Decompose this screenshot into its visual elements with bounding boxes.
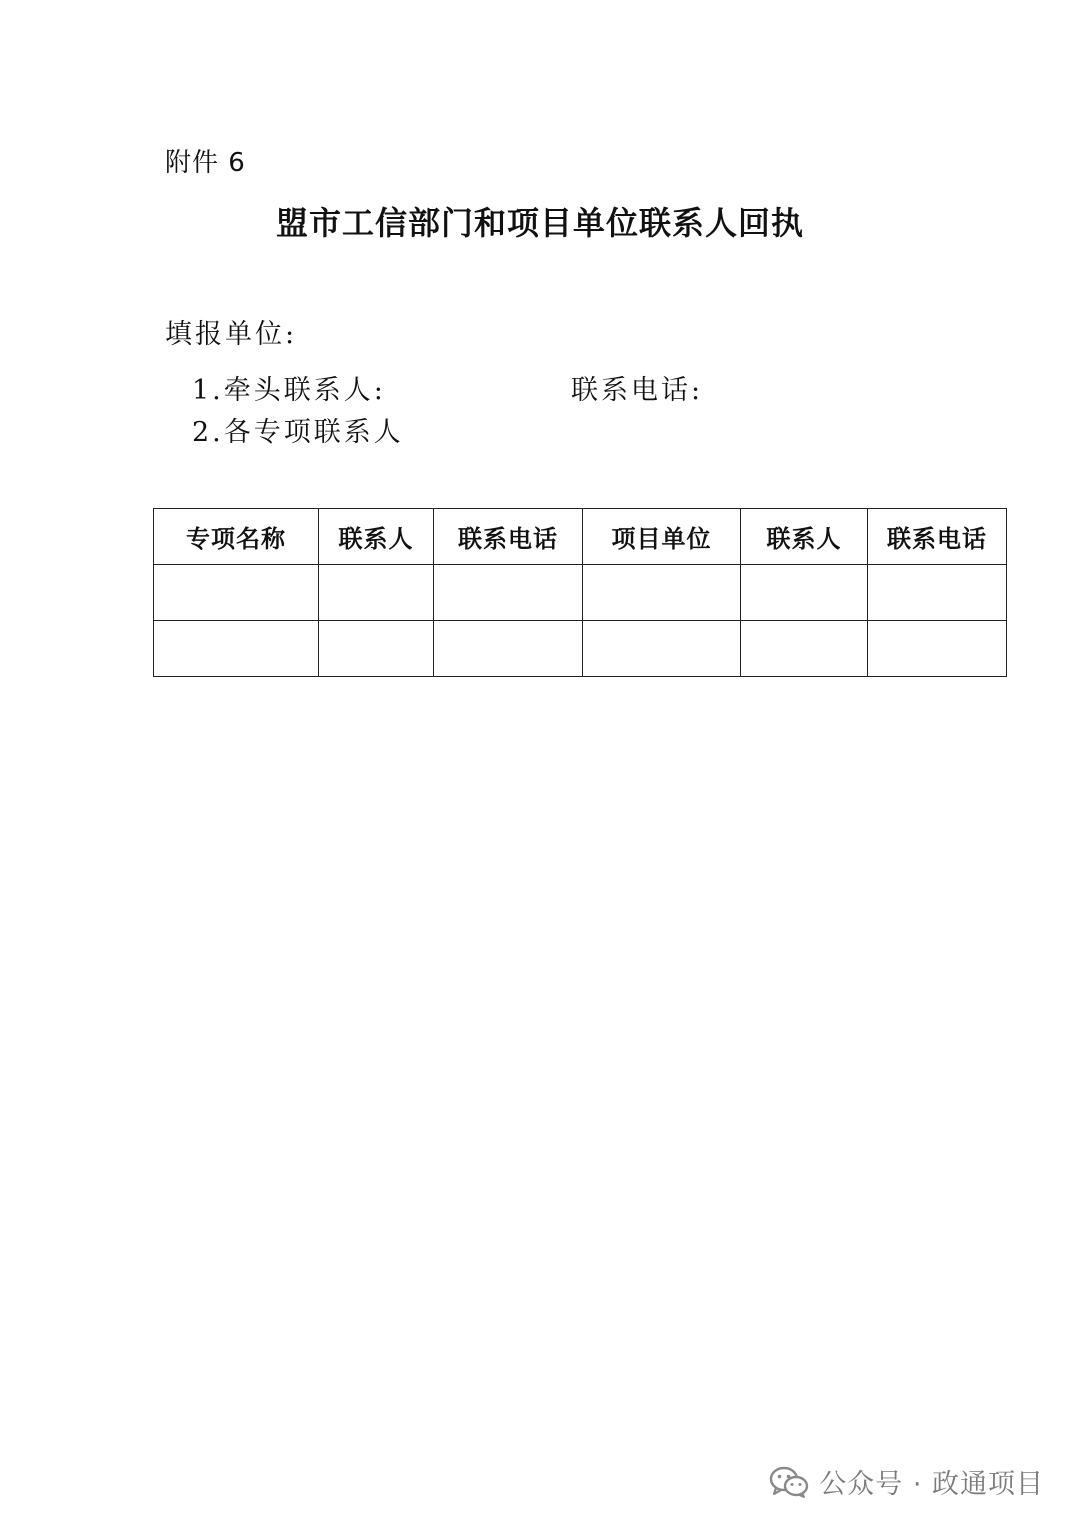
lead-phone-label: 联系电话: bbox=[571, 375, 704, 406]
wechat-icon bbox=[769, 1465, 809, 1499]
watermark-text: 公众号 · 政通项目 bbox=[819, 1469, 1044, 1500]
lead-contact-label: 1.牵头联系人: bbox=[192, 375, 386, 406]
table-cell bbox=[583, 621, 741, 677]
table-cell bbox=[741, 565, 868, 621]
table-row bbox=[154, 565, 1007, 621]
table-cell bbox=[434, 621, 583, 677]
table-cell bbox=[319, 621, 434, 677]
table-cell bbox=[154, 621, 319, 677]
column-header-phone: 联系电话 bbox=[434, 509, 583, 565]
column-header-unit-phone: 联系电话 bbox=[868, 509, 1007, 565]
table-cell bbox=[868, 565, 1007, 621]
attachment-label: 附件 6 bbox=[165, 148, 246, 178]
column-header-item-name: 专项名称 bbox=[154, 509, 319, 565]
document-title: 盟市工信部门和项目单位联系人回执 bbox=[275, 204, 804, 242]
fill-unit-label: 填报单位: bbox=[165, 319, 298, 350]
table-cell bbox=[434, 565, 583, 621]
column-header-unit-contact: 联系人 bbox=[741, 509, 868, 565]
table-cell bbox=[868, 621, 1007, 677]
table-header-row bbox=[154, 509, 1007, 565]
watermark bbox=[769, 1462, 1044, 1501]
item-contacts-label: 2.各专项联系人 bbox=[192, 417, 404, 448]
table-cell bbox=[319, 565, 434, 621]
column-header-project-unit: 项目单位 bbox=[583, 509, 741, 565]
table-row bbox=[154, 621, 1007, 677]
table-cell bbox=[583, 565, 741, 621]
table-cell bbox=[154, 565, 319, 621]
table-cell bbox=[741, 621, 868, 677]
contact-table bbox=[153, 508, 1007, 677]
column-header-contact: 联系人 bbox=[319, 509, 434, 565]
